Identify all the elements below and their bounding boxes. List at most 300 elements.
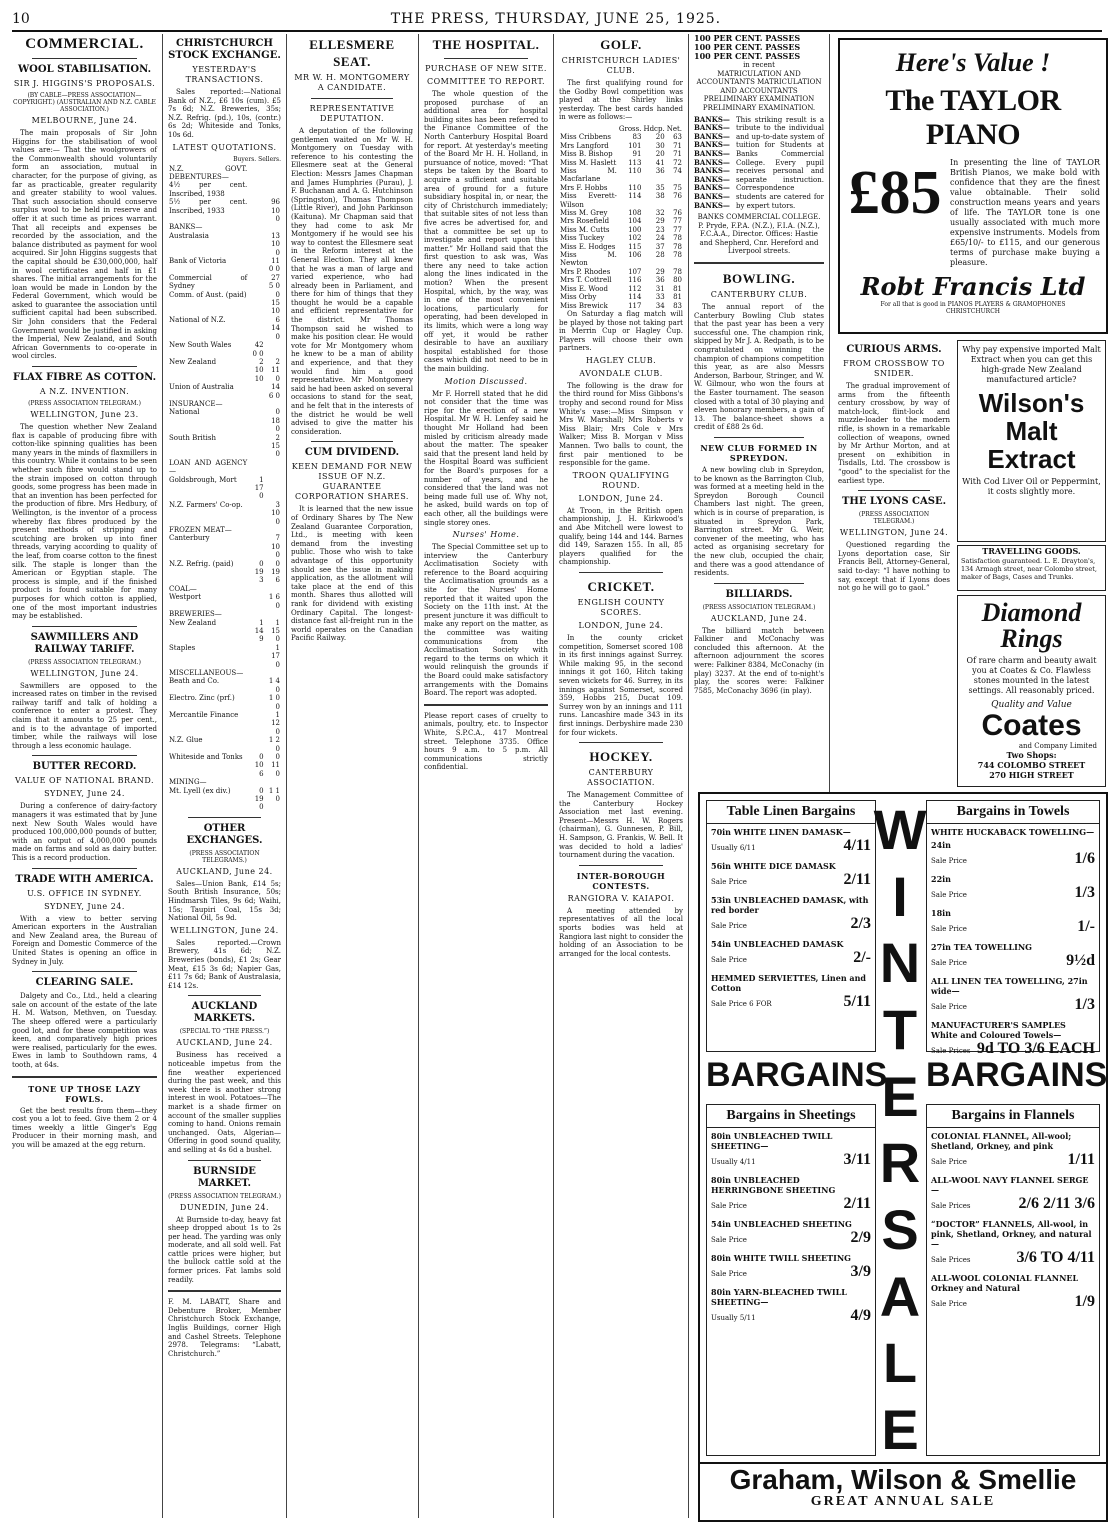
- quotation-sellers: 1 1 0: [268, 786, 280, 804]
- quotation-row: [168, 434, 281, 459]
- bargain-item-price: 2/9: [850, 1229, 871, 1246]
- golf-score-cell: Miss M. Haslett: [560, 158, 617, 167]
- bargain-item: [711, 973, 871, 1011]
- dateline: AUCKLAND, June 24.: [176, 866, 273, 876]
- quotation-sellers: 1 2 0: [268, 736, 280, 753]
- article-body: Mr F. Horrell stated that he did not consider that the time was ripe for the erection of a new Hospital. Mr W. H. Lenfey said he thought Mr Holland had been misled by criticism already made about the matter. The speaker said that the present land held by the Hospital Board was sufficient for the Board's purposes for a number of years, and he considered that the land was not being made full use of. Why not, he asked, build wards on top of each other, all the buildings were single storey ones.: [424, 389, 548, 527]
- article-section-heading: AVONDALE CLUB.: [579, 368, 663, 378]
- golf-score-cell: 81: [673, 284, 682, 293]
- bargain-item-title: 27in TEA TOWELLING: [931, 942, 1032, 952]
- bargain-item-price-line: [711, 993, 871, 1011]
- bargain-item-title: HEMMED SERVIETTES, Linen and Cotton: [711, 973, 867, 993]
- article-subtitle: SIR J. HIGGINS'S PROPOSALS.: [13, 79, 156, 88]
- bargain-item: [711, 1131, 871, 1169]
- quotation-row: [168, 526, 281, 534]
- wilson-question: Why pay expensive imported Malt Extract when you can get this high-grade New Zealand manufactured article?: [962, 345, 1101, 384]
- bargain-item-title: 70in WHITE LINEN DAMASK—: [711, 827, 851, 837]
- quotation-name: MINING—: [169, 778, 207, 787]
- bargain-item-price: 3/6 TO 4/11: [1016, 1249, 1095, 1266]
- golf-score-cell: 83: [632, 133, 642, 142]
- bargain-item-title: 18in: [931, 908, 951, 918]
- taylor-piano-ad: [838, 38, 1108, 334]
- golf-score-cell: 106: [628, 251, 642, 260]
- bargain-item-price-line: [931, 850, 1095, 868]
- article-title: FLAX FIBRE AS COTTON.: [12, 372, 157, 384]
- dateline: AUCKLAND, June 24.: [176, 1038, 273, 1048]
- bargain-item-label: Sale Prices: [931, 1047, 971, 1055]
- sheetings-title: Bargains in Sheetings: [707, 1105, 875, 1128]
- golf-score-cell: Mrs Langford: [560, 141, 609, 150]
- golf-score-row: [559, 209, 683, 217]
- bargain-item-title: COLONIAL FLANNEL, All-wool; Shetland, Orkney, and pink: [931, 1131, 1072, 1151]
- article-title: WOOL STABILISATION.: [17, 64, 152, 75]
- article-body: During a conference of dairy-factory managers it was estimated that by June next New South Wales would have produced 100,000,000 pounds of butter, with an output of 4,000,000 pounds made on farms and sold as dairy butter. This is a record production.: [12, 802, 157, 862]
- quotation-buyers: [248, 223, 264, 231]
- quotation-buyers: [248, 383, 264, 400]
- bargain-item-title: ALL LINEN TEA TOWELLING, 27in wide—: [931, 976, 1088, 996]
- quotation-name: New South Wales: [169, 341, 232, 350]
- article-credit: (PRESS ASSOCIATION TELEGRAM.): [168, 1192, 281, 1200]
- quotation-row: [168, 400, 281, 408]
- golf-score-cell: 29: [655, 267, 665, 276]
- bargain-item: [711, 1175, 871, 1213]
- winter-sale-letter: W: [873, 798, 927, 861]
- article-subtitle: KEEN DEMAND FOR NEW ISSUE OF N.Z. GUARANTEE CORPORATION SHARES.: [291, 462, 413, 502]
- taylor-body: In presenting the line of TAYLOR British Pianos, we make bold with confidence that they are the finest value obtainable. Their solid construction means years and years of life. The TAYLOR tone is one usually associated with much more expensive instruments. Models from £65/10/- to £115, and our generous terms of purchase make buying a pleasure.: [950, 158, 1100, 267]
- graham-sub: GREAT ANNUAL SALE: [810, 1494, 996, 1509]
- winter-sale-letter: I: [892, 864, 908, 928]
- golf-score-cell: 77: [673, 217, 682, 226]
- page-number: 10: [12, 11, 30, 27]
- sheetings-box: [706, 1104, 876, 1456]
- bargain-item-title: 80in UNBLEACHED TWILL SHEETING—: [711, 1131, 833, 1151]
- ad-title: TONE UP THOSE LAZY FOWLS.: [28, 1083, 141, 1104]
- broker-ad: F. M. LABATT, Share and Debenture Broker, Member Christchurch Stock Exchange, Inglis Buildings, corner High and Cashel Streets. Telephone 2978. Telegrams: “Labatt, Christchurch.”: [168, 1298, 281, 1358]
- golf-score-row: [559, 276, 683, 284]
- bargain-item-title: 80in YARN-BLEACHED TWILL SHEETING—: [711, 1287, 847, 1307]
- diamond-quality: Quality and Value: [991, 700, 1072, 710]
- golf-score-cell: 76: [673, 192, 682, 201]
- article-body: The gradual improvement of arms from the fifteenth century crossbow, by way of match-lock, flint-lock and muzzle-loader to the modern rifle, is shown in a remarkable collection of weapons, owned by Mr Arthur Morton, and at present on exhibition in Tisdalls, Ltd. The crossbow is “good” to the specialist for the earliest type.: [838, 382, 950, 485]
- article-subtitle: PURCHASE OF NEW SITE.: [425, 64, 547, 73]
- golf-score-cell: 24: [655, 234, 665, 243]
- quotation-buyers: [248, 165, 264, 182]
- bargain-item-title: 22in: [931, 874, 951, 884]
- dateline: SYDNEY, June 24.: [44, 901, 125, 911]
- quotation-name: 4½ per cent. Inscribed, 1938: [169, 181, 248, 198]
- golf-score-cell: Miss M. Grey: [560, 209, 608, 218]
- travel-body: Satisfaction guaranteed. L. E. Drayton's, 134 Armagh street, near Colombo street, maker of Bags, Cases and Trunks.: [961, 557, 1097, 581]
- quotations-table: [168, 165, 281, 812]
- bargain-item-price: 2/11: [843, 871, 871, 888]
- bargain-item: [931, 1020, 1095, 1058]
- column-curious-arms: [838, 340, 950, 780]
- quotation-name: Australasia: [169, 231, 209, 240]
- robt-francis-logo: [840, 272, 1106, 315]
- robt-logo-addr: CHRISTCHURCH: [945, 308, 1001, 315]
- coates-addr-2: 270 HIGH STREET: [989, 770, 1074, 780]
- golf-score-cell: 81: [673, 293, 682, 302]
- wilson-sub: With Cod Liver Oil or Peppermint, it costs slightly more.: [962, 477, 1101, 496]
- robt-logo-text: Robt Francis Ltd: [860, 272, 1086, 301]
- quotations-columns: Buyers. Sellers.: [233, 155, 281, 163]
- bargain-item-price: 1/6: [1074, 850, 1095, 867]
- quotation-name: FROZEN MEAT—: [169, 526, 232, 535]
- bargain-item-price-line: [711, 915, 871, 933]
- quotation-name: N.Z. Glue: [169, 736, 203, 745]
- golf-score-row: [559, 251, 683, 268]
- bargain-item-price: 1/-: [1077, 918, 1095, 935]
- quotation-sellers: 11 0 0: [268, 257, 280, 274]
- graham-wilson-smellie-ad: [698, 792, 1108, 1522]
- golf-scores-table: [559, 125, 683, 310]
- bargain-item: [931, 1219, 1095, 1267]
- dateline: AUCKLAND, June 24.: [710, 613, 808, 623]
- quotation-sellers: 96 10 0: [271, 198, 280, 223]
- bargain-item-price: 4/11: [843, 837, 871, 854]
- golf-score-cell: 28: [655, 251, 665, 260]
- quotation-buyers: 2 10 10: [254, 357, 264, 383]
- towels-box: [926, 800, 1100, 1057]
- quotation-row: [168, 501, 281, 526]
- article-subtitle: VALUE OF NATIONAL BRAND.: [14, 776, 155, 786]
- golf-score-cell: 63: [673, 133, 682, 142]
- golf-score-cell: 74: [673, 167, 682, 175]
- banks-headline-line: 100 PER CENT. PASSES: [694, 42, 801, 52]
- article-title: BILLIARDS.: [725, 588, 793, 600]
- article-title: NEW CLUB FORMED IN SPREYDON.: [700, 442, 818, 463]
- quotation-row: [168, 198, 281, 223]
- bargain-item-title: MANUFACTURER'S SAMPLES White and Coloured Towels—: [931, 1020, 1066, 1040]
- golf-score-cell: 116: [628, 276, 642, 285]
- article-credit: (PRESS ASSOCIATION TELEGRAM.): [702, 603, 816, 611]
- golf-score-row: [559, 217, 683, 225]
- column-sport: [559, 34, 689, 1518]
- quotation-sellers: [265, 778, 281, 786]
- quotation-sellers: 0 19 6: [271, 559, 280, 585]
- golf-score-cell: 41: [655, 158, 665, 167]
- bargain-item-price: 2/-: [853, 949, 871, 966]
- banks-headline-line: 100 PER CENT. PASSES: [694, 51, 801, 61]
- bargain-item: [711, 939, 871, 967]
- quotation-row: [168, 383, 281, 400]
- bargain-item-label: Sale Price 6 FOR: [711, 1000, 772, 1008]
- quotation-name: LOAN AND AGENCY—: [169, 458, 248, 476]
- quotation-row: [168, 585, 281, 593]
- quotation-row: [168, 711, 281, 736]
- article-title: BURNSIDE MARKET.: [193, 1165, 256, 1189]
- quotation-buyers: [248, 198, 264, 223]
- quotation-row: [168, 610, 281, 618]
- quotation-buyers: [248, 694, 264, 711]
- quotation-row: [168, 291, 281, 316]
- quotation-row: [168, 736, 281, 753]
- quotation-row: [168, 476, 281, 501]
- quotation-name: National: [169, 408, 200, 417]
- towels-title: Bargains in Towels: [927, 801, 1099, 824]
- golf-score-cell: 31: [655, 284, 665, 293]
- winter-sale-vertical: [873, 798, 927, 1461]
- article-section-heading: REPRESENTATIVE DEPUTATION.: [309, 104, 395, 123]
- bargain-item: [711, 1219, 871, 1247]
- bargain-item-price-line: [931, 952, 1095, 970]
- quotation-row: [168, 223, 281, 231]
- golf-score-row: [559, 150, 683, 158]
- quotation-row: [168, 341, 281, 358]
- article-credit: (SPECIAL TO “THE PRESS.”): [179, 1028, 270, 1036]
- quotation-buyers: [248, 534, 264, 559]
- coates-addr-1: 744 COLOMBO STREET: [977, 760, 1086, 770]
- masthead: [12, 8, 1102, 32]
- bargain-item-price-line: [931, 1293, 1095, 1311]
- bargain-item-price-line: [711, 1263, 871, 1281]
- column-commercial: [12, 34, 163, 1518]
- article-body: The first qualifying round for the Godby Bowl competition was played at the Shirley links yesterday. The best cards handed in were as follows:—: [559, 79, 683, 122]
- article-body: The Special Committee set up to interview the Canterbury Acclimatisation Society with reference to the Board acquiring the Acclimatisation grounds as a site for the Nurses' Home reported that it waited upon the Society on the 11th inst. At the present juncture it was difficult to make any report on the matter, as the committee was waiting communications from the Acclimatisation Society with regard to the terms on which it would relinquish the grounds if the Board could make satisfactory arrangements with the Domains Board. The report was adopted.: [424, 543, 548, 698]
- quotation-row: [168, 358, 281, 383]
- quotation-buyers: [248, 778, 264, 786]
- golf-score-cell: Miss B. Bishop: [560, 150, 613, 159]
- article-subtitle: YESTERDAY'S TRANSACTIONS.: [185, 65, 264, 84]
- quotation-sellers: 13 10 0: [271, 231, 280, 257]
- golf-score-cell: 32: [655, 209, 665, 218]
- quotations-heading: LATEST QUOTATIONS.: [172, 142, 277, 152]
- article-body: At Troon, in the British open championship, J. H. Kirkwood's and Abe Mitchell were lowest to qualify, being 144 and 144. Barnes did 149, Sarazen 155. In all, 85 players qualified for the championship.: [559, 506, 683, 567]
- quotation-row: [168, 677, 281, 694]
- quotation-row: [168, 694, 281, 711]
- quotation-name: Mercantile Finance: [169, 710, 239, 719]
- article-title: THE LYONS CASE.: [841, 496, 947, 508]
- quotation-name: COAL—: [169, 584, 197, 593]
- golf-score-cell: 33: [655, 293, 665, 302]
- quotation-name: Electro. Zinc (prf.): [169, 694, 235, 703]
- spca-notice: Please report cases of cruelty to animals, poultry, etc. to Inspector White, S.P.C.A., 417 Montreal street. Telephone 3735. Office hours 9 a.m. to 5 p.m. All communications strictly confidential.: [424, 711, 548, 772]
- quotation-row: [168, 560, 281, 585]
- quotation-row: [168, 753, 281, 778]
- golf-score-cell: 71: [673, 141, 682, 150]
- bargain-item-price: 1/3: [1074, 884, 1095, 901]
- bargain-item-price: 1/11: [1067, 1151, 1095, 1168]
- article-body: In the county cricket competition, Somerset scored 108 in its first innings against Surrey. While making 95, in the second innings it got 160, Hitch taking seven wickets for 46. Surrey, in its innings against Somerset, scored 359, Hobbs 215, Ducat 109. Surrey won by an innings and 111 runs. Lancashire made 343 in its first innings. Derbyshire made 230 for four wickets.: [559, 633, 683, 737]
- towels-sub: WHITE HUCKABACK TOWELLING—: [931, 827, 1095, 837]
- golf-score-cell: 34: [655, 301, 665, 310]
- quotation-name: National of N.Z.: [169, 315, 226, 324]
- golf-score-row: [559, 159, 683, 167]
- golf-score-cell: 23: [655, 225, 665, 234]
- golf-score-row: [559, 243, 683, 251]
- article-body: A meeting attended by representatives of all the local sports bodies was held at Rangiora last night to consider the holding of an Association to be arranged for the local contests.: [559, 906, 683, 958]
- article-body: On Saturday a flag match will be played by those not taking part in Merrin Cup or Hagley Cup. Players will choose their own partners.: [559, 309, 683, 353]
- quotation-sellers: [265, 223, 281, 231]
- quotation-buyers: 0 19 0: [254, 786, 264, 812]
- article-body: The main proposals of Sir John Higgins for the stabilisation of wool values are:— That the woolgrowers of the Commonwealth should voluntarily form an association, mutual in character, for the purpose of giving, as far as practicable, greater regularity and greater stability to wool values. That such association should conserve surplus wool to be held in reserve and offer it at such time as prices warrant. That all receipts and expenses be recorded by the association, and the balance distributed as payment for wool acquired. Sir John Higgins suggests that the capital should be £30,000,000, half in wool certificates and half in £1 shares. The initial arrangements for the loan would be made in London by the Federal Government, which would be asked to guarantee the association until sufficient capital had been subscribed. Sir John considers that the Federal Government would be justified in asking the Imperial, New Zealand, and South African Governments to co-operate in wool circles.: [12, 129, 157, 361]
- column-ellesmere: [291, 34, 419, 1518]
- article-section-heading: Motion Discussed.: [444, 376, 528, 386]
- quotation-row: [168, 644, 281, 669]
- golf-score-cell: 71: [673, 150, 682, 159]
- article-subtitle: FROM CROSSBOW TO SNIDER.: [843, 359, 945, 378]
- golf-score-cell: 104: [628, 217, 642, 226]
- quotation-buyers: [248, 593, 264, 610]
- quotation-sellers: [265, 526, 281, 534]
- quotation-name: BREWERIES—: [169, 610, 222, 619]
- bargain-item-price: 2/11: [843, 1195, 871, 1212]
- golf-score-cell: 101: [628, 141, 642, 150]
- article-title: BUTTER RECORD.: [32, 761, 137, 773]
- bargain-item-price: 2/6 2/11 3/6: [1018, 1195, 1095, 1212]
- taylor-price: £85: [848, 159, 942, 227]
- banks-list: BANKS— BANKS— BANKS— BANKS— BANKS— BANKS— BANKS— BANKS— BANKS— BANKS— BANKS—: [694, 114, 730, 210]
- golf-header-cell: [559, 125, 618, 133]
- table-linen-title: Table Linen Bargains: [707, 801, 875, 824]
- article-subtitle: CANTERBURY CLUB.: [710, 290, 808, 300]
- quotation-row: [168, 787, 281, 812]
- bargain-item-title: 53in UNBLEACHED DAMASK, with red border: [711, 895, 869, 915]
- bargain-item-price-line: [931, 1195, 1095, 1213]
- golf-score-cell: 78: [673, 267, 682, 276]
- quotation-name: N.Z. GOVT. DEBENTURES—: [169, 164, 248, 181]
- quotation-buyers: [248, 434, 264, 459]
- coates-shops: Two Shops:: [1006, 750, 1057, 760]
- quotation-buyers: 0 10 6: [254, 753, 264, 778]
- bargain-item-label: Sale Price: [931, 1158, 967, 1166]
- article-credit: (PRESS ASSOCIATION TELEGRAM.): [28, 400, 141, 408]
- golf-score-cell: 38: [655, 192, 665, 201]
- article-title: GOLF.: [600, 37, 642, 52]
- banks-ad-body: [694, 116, 824, 211]
- bargain-item-label: Sale Price: [931, 1003, 967, 1011]
- ad-body: Get the best results from them—they cost you a lot to feed. Give them 2 or 4 times weekly a little Ginger's Egg Producer in their morning mash, and you will be amazed at the egg return.: [12, 1106, 157, 1149]
- bargain-item-title: ALL-WOOL NAVY FLANNEL SERGE—: [931, 1175, 1089, 1195]
- winter-sale-letter: E: [881, 1397, 919, 1461]
- article-subtitle: RANGIORA V. KAIAPOI.: [567, 893, 675, 903]
- article-credit: (PRESS ASSOCIATION TELEGRAM.): [858, 511, 930, 526]
- golf-score-cell: 36: [655, 276, 665, 285]
- golf-score-cell: 112: [628, 284, 642, 293]
- winter-sale-letter: T: [882, 997, 918, 1061]
- quotation-sellers: 27 5 0: [268, 273, 280, 291]
- golf-score-cell: Miss E. Wood: [560, 284, 609, 293]
- golf-score-row: [559, 226, 683, 234]
- robt-logo-sub: For all that is good in PIANOS PLAYERS & GRAMOPHONES: [880, 301, 1066, 308]
- coates-co: and Company Limited: [1018, 742, 1097, 750]
- article-body: The whole question of the proposed purchase of an additional area for hospital building sites has been referred to the Finance Committee of the North Canterbury Hospital Board for report. At yesterday's meeting of the Board Mr H. H. Holland, in pursuance of notice, moved: “That steps be taken by the Board to acquire a sufficient and suitable area of ground for a future subsidiary hospital in, or near, the city of Christchurch immediately; that suitable sites of not less than five acres be advertised for, and that a committee be set up to investigate and report upon this matter.” Mr Holland said that the first question to ask was, Was there any need to take action along the lines indicated in the motion? When the present Hospital, which, by the way, was in one of the most convenient locations, particularly for operating, had been developed in its limits, which were a long way off yet, it would be rather desirable to have an auxiliary hospital established for those cases which did not need to be in the main building.: [424, 90, 548, 373]
- bargain-item-label: Sale Price: [931, 891, 967, 899]
- quotation-sellers: 2 11 0: [271, 357, 280, 383]
- bargain-item-price-line: [711, 1151, 871, 1169]
- dateline: LONDON, June 24.: [578, 620, 664, 630]
- quotation-name: Goldsbrough, Mort: [169, 475, 237, 484]
- quotation-buyers: [248, 291, 264, 316]
- article-body: Sawmillers are opposed to the increased rates on timber in the revised railway tariff and talk of holding a conference to enter a protest. They claim that it amounts to 25 per cent., and is to the advantage of imported timber, while the railways will lose through a less economic haulage.: [12, 681, 157, 750]
- golf-score-cell: 76: [673, 209, 682, 218]
- golf-score-row: [559, 133, 683, 141]
- quotation-buyers: [248, 677, 264, 694]
- article-body: The Management Committee of the Canterbury Hockey Association met last evening. Present—Messrs H. W. Rogers (chairman), G. Gunnesen, P. Bill, H. Sampson, G. Frankis, W. Bell. It was decided to hold a ladies' tournament during the vacation.: [559, 791, 683, 860]
- quotation-sellers: [265, 585, 281, 593]
- golf-header-cell: Net.: [666, 124, 682, 133]
- quotation-name: MISCELLANEOUS—: [169, 668, 244, 677]
- article-body: A new bowling club in Spreydon, to be known as the Barrington Club, was formed at a meeting held in the Spreydon Borough Council Chambers last night. The green, which is in course of preparation, is situated in Spreydon Park, Barrington street. Mr G. Weir, convener of the meeting, who has acted as organising secretary for the new club, occupied the chair, and there was a good attendance of residents.: [694, 465, 824, 578]
- bargain-item-title: 56in WHITE DICE DAMASK: [711, 861, 836, 871]
- article-subtitle: ENGLISH COUNTY SCORES.: [577, 597, 665, 617]
- quotation-sellers: [265, 459, 281, 476]
- bargain-item-price-line: [931, 884, 1095, 902]
- bargain-item-label: Sale Price: [931, 925, 967, 933]
- article-body: Dalgety and Co., Ltd., held a clearing sale on account of the estate of the late H. M. Watson, Methven, on Tuesday. The sheep offered were a particularly good lot, and for these competition was keen, and comparatively high prices were realised, particularly for the ewes. Ewes in lamb to Southdown rams, 4 tooth, at 64s.: [12, 992, 157, 1069]
- article-credit: (PRESS ASSOCIATION TELEGRAM.): [28, 658, 141, 666]
- quotation-buyers: [248, 257, 264, 274]
- quotation-buyers: [248, 232, 264, 257]
- golf-score-cell: Miss Cribbens: [560, 133, 611, 142]
- bargain-item-title: “DOCTOR” FLANNELS, All-wool, in pink, Shetland, Orkney, and natural—: [931, 1219, 1092, 1249]
- article-body: The billiard match between Falkiner and McConachy was concluded this afternoon. At the afternoon adjournment the scores were: Falkiner 8384, McConachy (in play) 3237. At the end of to-night's play, the scores were: Falkiner 7585, McConachy 3696 (in play).: [694, 626, 824, 695]
- golf-score-cell: Mrs F. Hobbs: [560, 183, 608, 192]
- dateline: MELBOURNE, June 24.: [31, 116, 138, 125]
- quotation-sellers: 1 17 0: [271, 643, 280, 669]
- article-body: The annual report of the Canterbury Bowling Club states that the past year has been a very successful one. The champion rink, skipped by Mr J. A. Redpath, is to be congratulated on winning the champion of champions competition this year, as are also Messrs Anderson, Barbour, Stringer, and W. W. Gilmour, who won the fours at the Easter tournament. The season closed with a total of 30 playing and eleven honorary members, a gain of 13. The balance-sheet shows a credit of £88 2s 6d.: [694, 303, 824, 432]
- quotation-name: Canterbury: [169, 534, 210, 543]
- article-title: CURIOUS ARMS.: [846, 344, 942, 355]
- golf-score-row: [559, 184, 683, 192]
- golf-score-cell: 30: [655, 141, 665, 150]
- bargain-item-label: Usually 6/11: [711, 844, 756, 852]
- quotation-name: Whiteside and Tonks: [169, 753, 243, 761]
- quotation-buyers: [248, 711, 264, 736]
- diamond-title: Diamond Rings: [981, 598, 1082, 653]
- article-section-heading: Nurses' Home.: [452, 530, 520, 540]
- bargain-item-label: Sale Price: [711, 922, 747, 930]
- golf-score-cell: 107: [628, 267, 642, 276]
- article-subtitle: CHRISTCHURCH LADIES' CLUB.: [561, 56, 681, 75]
- quotation-sellers: [265, 476, 281, 501]
- quotation-row: [168, 459, 281, 476]
- bargain-item-label: Sale Prices: [931, 1202, 971, 1210]
- quotation-buyers: [248, 526, 264, 534]
- bargain-item-price-line: [931, 996, 1095, 1014]
- golf-score-cell: 37: [655, 242, 665, 251]
- quotation-row: [168, 534, 281, 559]
- quotation-name: Comm. of Aust. (paid): [169, 290, 247, 299]
- quotation-name: Beath and Co.: [169, 677, 220, 686]
- winter-sale-letter: A: [879, 1264, 921, 1328]
- article-title: CLEARING SALE.: [35, 977, 134, 989]
- bargain-item: [711, 861, 871, 889]
- quotation-name: South British: [169, 433, 216, 442]
- quotation-name: Mt. Lyell (ex div.): [169, 786, 231, 795]
- bargain-item-price-line: [931, 918, 1095, 936]
- article-body: It is learned that the new issue of Ordinary Shares by The New Zealand Guarantee Corporation, Ltd., is meeting with keen demand from the investing public. Those who wish to take advantage of this opportunity should see the issue in making application, as the allotment will take place at the end of this month. Shares thus allotted will rank for dividend with existing Ordinary Capital. The longest-distance fast all-freight run in the world operates on the Canadian Pacific Railway.: [291, 505, 413, 643]
- golf-score-cell: Miss M. Newton: [560, 251, 617, 268]
- quotation-sellers: 1 0 0: [268, 694, 280, 711]
- golf-score-cell: 78: [673, 242, 682, 251]
- golf-score-cell: Miss M. Macfarlane: [560, 167, 617, 184]
- quotation-buyers: [248, 316, 264, 341]
- article-title: HOCKEY.: [589, 749, 653, 765]
- bargains-left: BARGAINS: [706, 1056, 888, 1094]
- article-title: CRICKET.: [587, 578, 655, 594]
- quotation-buyers: [248, 644, 264, 669]
- bargain-item-price: 1/9: [1074, 1293, 1095, 1310]
- bargain-item: [931, 1175, 1095, 1213]
- article-body: Business has received a noticeable impetus from the fine weather experienced during the past week, and this week there is another strong interest in wool. Potatoes—The market is a shade firmer on account of the smaller supplies coming to hand. Onions remain unchanged. Oats, Algerian—Offering in good sound quality, and selling at 4s 6d a bushel.: [168, 1051, 281, 1154]
- bargain-item-price-line: [711, 837, 871, 855]
- banks-college: BANKS COMMERCIAL COLLEGE. P. Pryde, F.P.A. (N.Z.), F.I.A. (N.Z.), F.C.A.A., Director. Offices: Hastie and Shepherd, Cnr. Hereford and Liverpool streets.: [697, 213, 821, 256]
- article-title: THE HOSPITAL.: [432, 37, 540, 52]
- dateline: LONDON, June 24.: [578, 493, 664, 503]
- bargain-item-price: 4/9: [850, 1307, 871, 1324]
- golf-score-cell: Miss Orby: [560, 293, 597, 302]
